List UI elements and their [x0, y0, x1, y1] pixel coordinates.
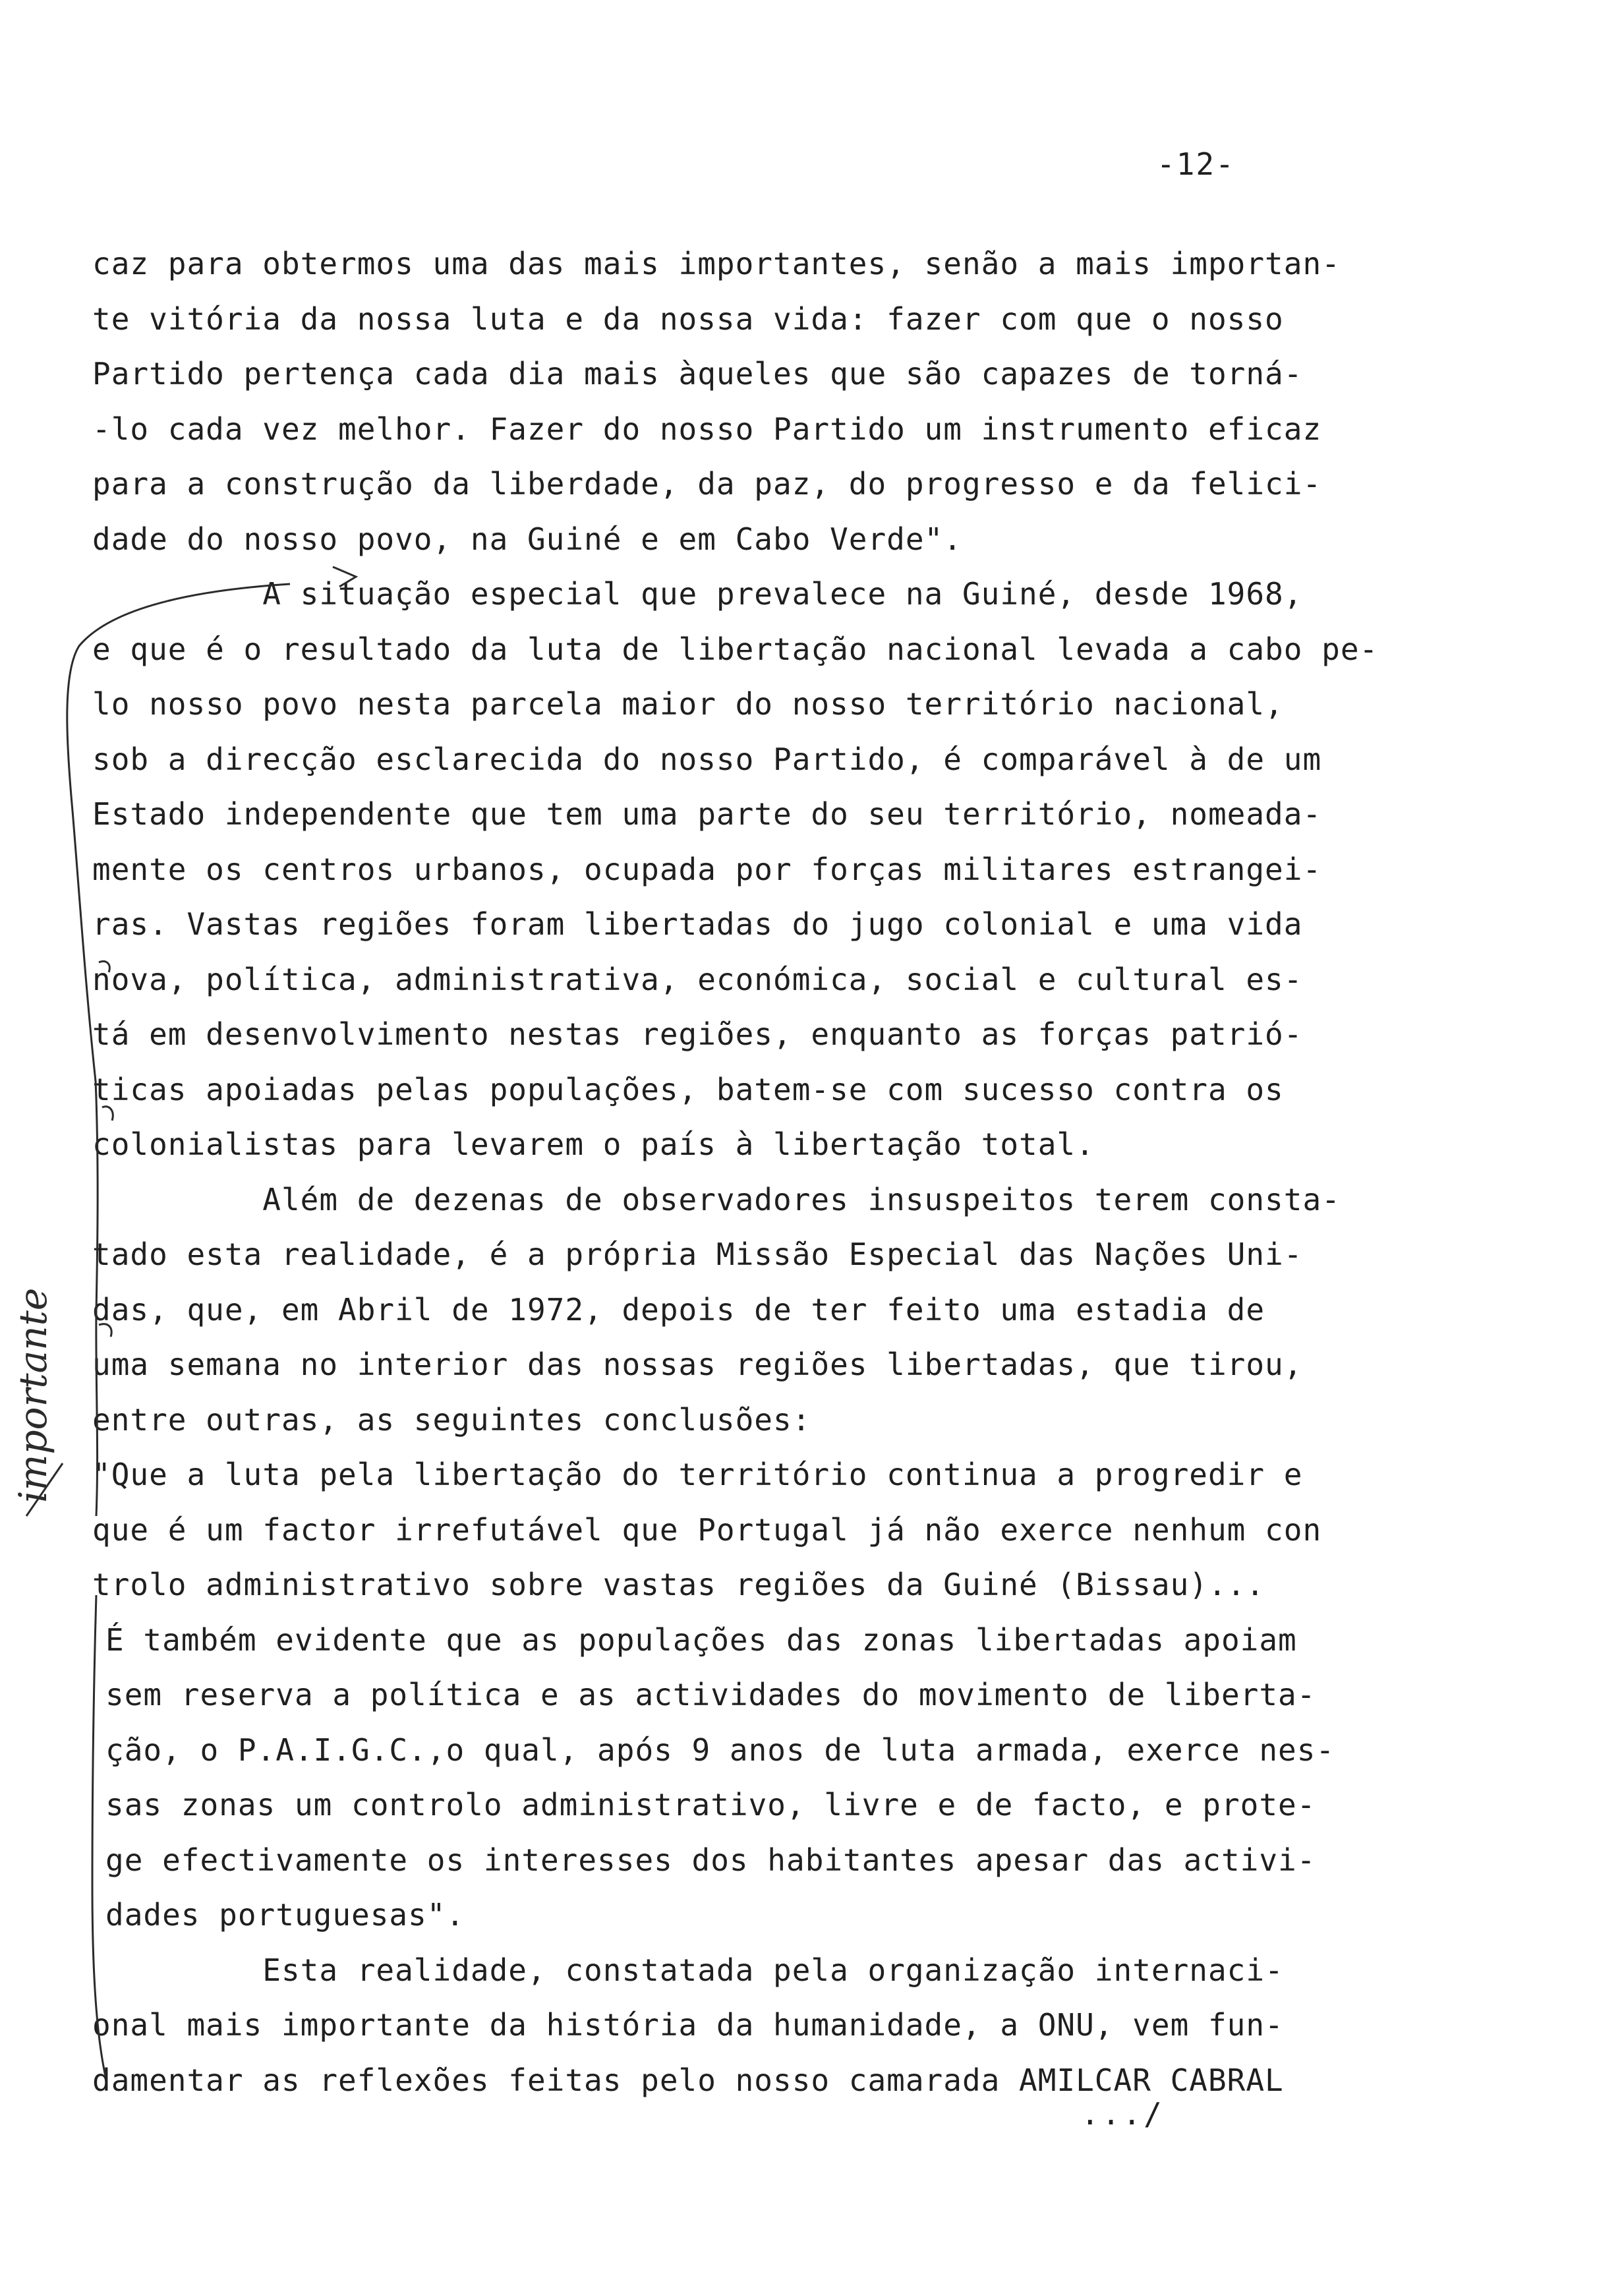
margin-tick	[102, 1107, 113, 1121]
text-line: mente os centros urbanos, ocupada por forças militares estrangei-	[92, 851, 1322, 887]
text-line: colonialistas para levarem o país à libertação total.	[92, 1126, 1095, 1162]
text-line: sob a direcção esclarecida do nosso Partido, é comparável à de um	[92, 741, 1322, 777]
text-line: "Que a luta pela libertação do território continua a progredir e	[92, 1457, 1303, 1492]
text-line: sem reserva a política e as actividades do movimento de liberta-	[105, 1677, 1316, 1712]
handwritten-margin-note: importante	[11, 1287, 55, 1503]
text-line: nova, política, administrativa, económica, social e cultural es-	[92, 961, 1303, 997]
continuation-mark: .../	[1081, 2096, 1165, 2132]
text-line: É também evidente que as populações das zonas libertadas apoiam	[105, 1621, 1297, 1658]
text-line: ticas apoiadas pelas populações, batem-se com sucesso contra os	[92, 1071, 1284, 1107]
text-line: das, que, em Abril de 1972, depois de ter feito uma estadia de	[92, 1291, 1265, 1328]
text-line: dade do nosso povo, na Guiné e em Cabo Verde".	[92, 521, 962, 557]
text-line: sas zonas um controlo administrativo, livre e de facto, e prote-	[105, 1787, 1316, 1823]
text-line: ge efectivamente os interesses dos habitantes apesar das activi-	[105, 1842, 1316, 1878]
text-line: uma semana no interior das nossas regiões libertadas, que tirou,	[92, 1347, 1303, 1382]
page-number: -12-	[1157, 146, 1235, 182]
text-line: ras. Vastas regiões foram libertadas do jugo colonial e uma vida	[92, 906, 1303, 942]
text-line: para a construção da liberdade, da paz, do progresso e da felici-	[92, 466, 1322, 502]
text-line: te vitória da nossa luta e da nossa vida: fazer com que o nosso	[92, 301, 1284, 337]
text-line: onal mais importante da história da humanidade, a ONU, vem fun-	[92, 2007, 1284, 2043]
text-line: damentar as reflexões feitas pelo nosso camarada AMILCAR CABRAL	[92, 2062, 1284, 2098]
text-line: Além de dezenas de observadores insuspeitos terem consta-	[92, 1181, 1341, 1217]
text-line: lo nosso povo nesta parcela maior do nosso território nacional,	[92, 686, 1284, 722]
text-line: Estado independente que tem uma parte do seu território, nomeada-	[92, 796, 1322, 832]
margin-note-underline	[26, 1463, 63, 1516]
text-line: dades portuguesas".	[105, 1897, 465, 1933]
text-line: e que é o resultado da luta de libertação nacional levada a cabo pe-	[92, 631, 1379, 667]
text-line: Partido pertença cada dia mais àqueles que são capazes de torná-	[92, 356, 1303, 392]
text-line: ção, o P.A.I.G.C.,o qual, após 9 anos de luta armada, exerce nes-	[105, 1732, 1335, 1768]
text-line: Esta realidade, constatada pela organização internaci-	[92, 1952, 1284, 1988]
text-line: trolo administrativo sobre vastas regiões da Guiné (Bissau)...	[92, 1567, 1265, 1602]
text-line: caz para obtermos uma das mais importantes, senão a mais importan-	[92, 246, 1341, 281]
text-line: que é um factor irrefutável que Portugal já não exerce nenhum con	[92, 1511, 1322, 1548]
text-line: tado esta realidade, é a própria Missão Especial das Nações Uni-	[92, 1237, 1303, 1272]
text-line: -lo cada vez melhor. Fazer do nosso Partido um instrumento eficaz	[92, 411, 1322, 447]
text-line: A situação especial que prevalece na Guiné, desde 1968,	[92, 576, 1303, 612]
text-line: tá em desenvolvimento nestas regiões, enquanto as forças patrió-	[92, 1016, 1303, 1052]
text-line: entre outras, as seguintes conclusões:	[92, 1401, 811, 1438]
margin-bracket-lower	[92, 1595, 105, 2076]
